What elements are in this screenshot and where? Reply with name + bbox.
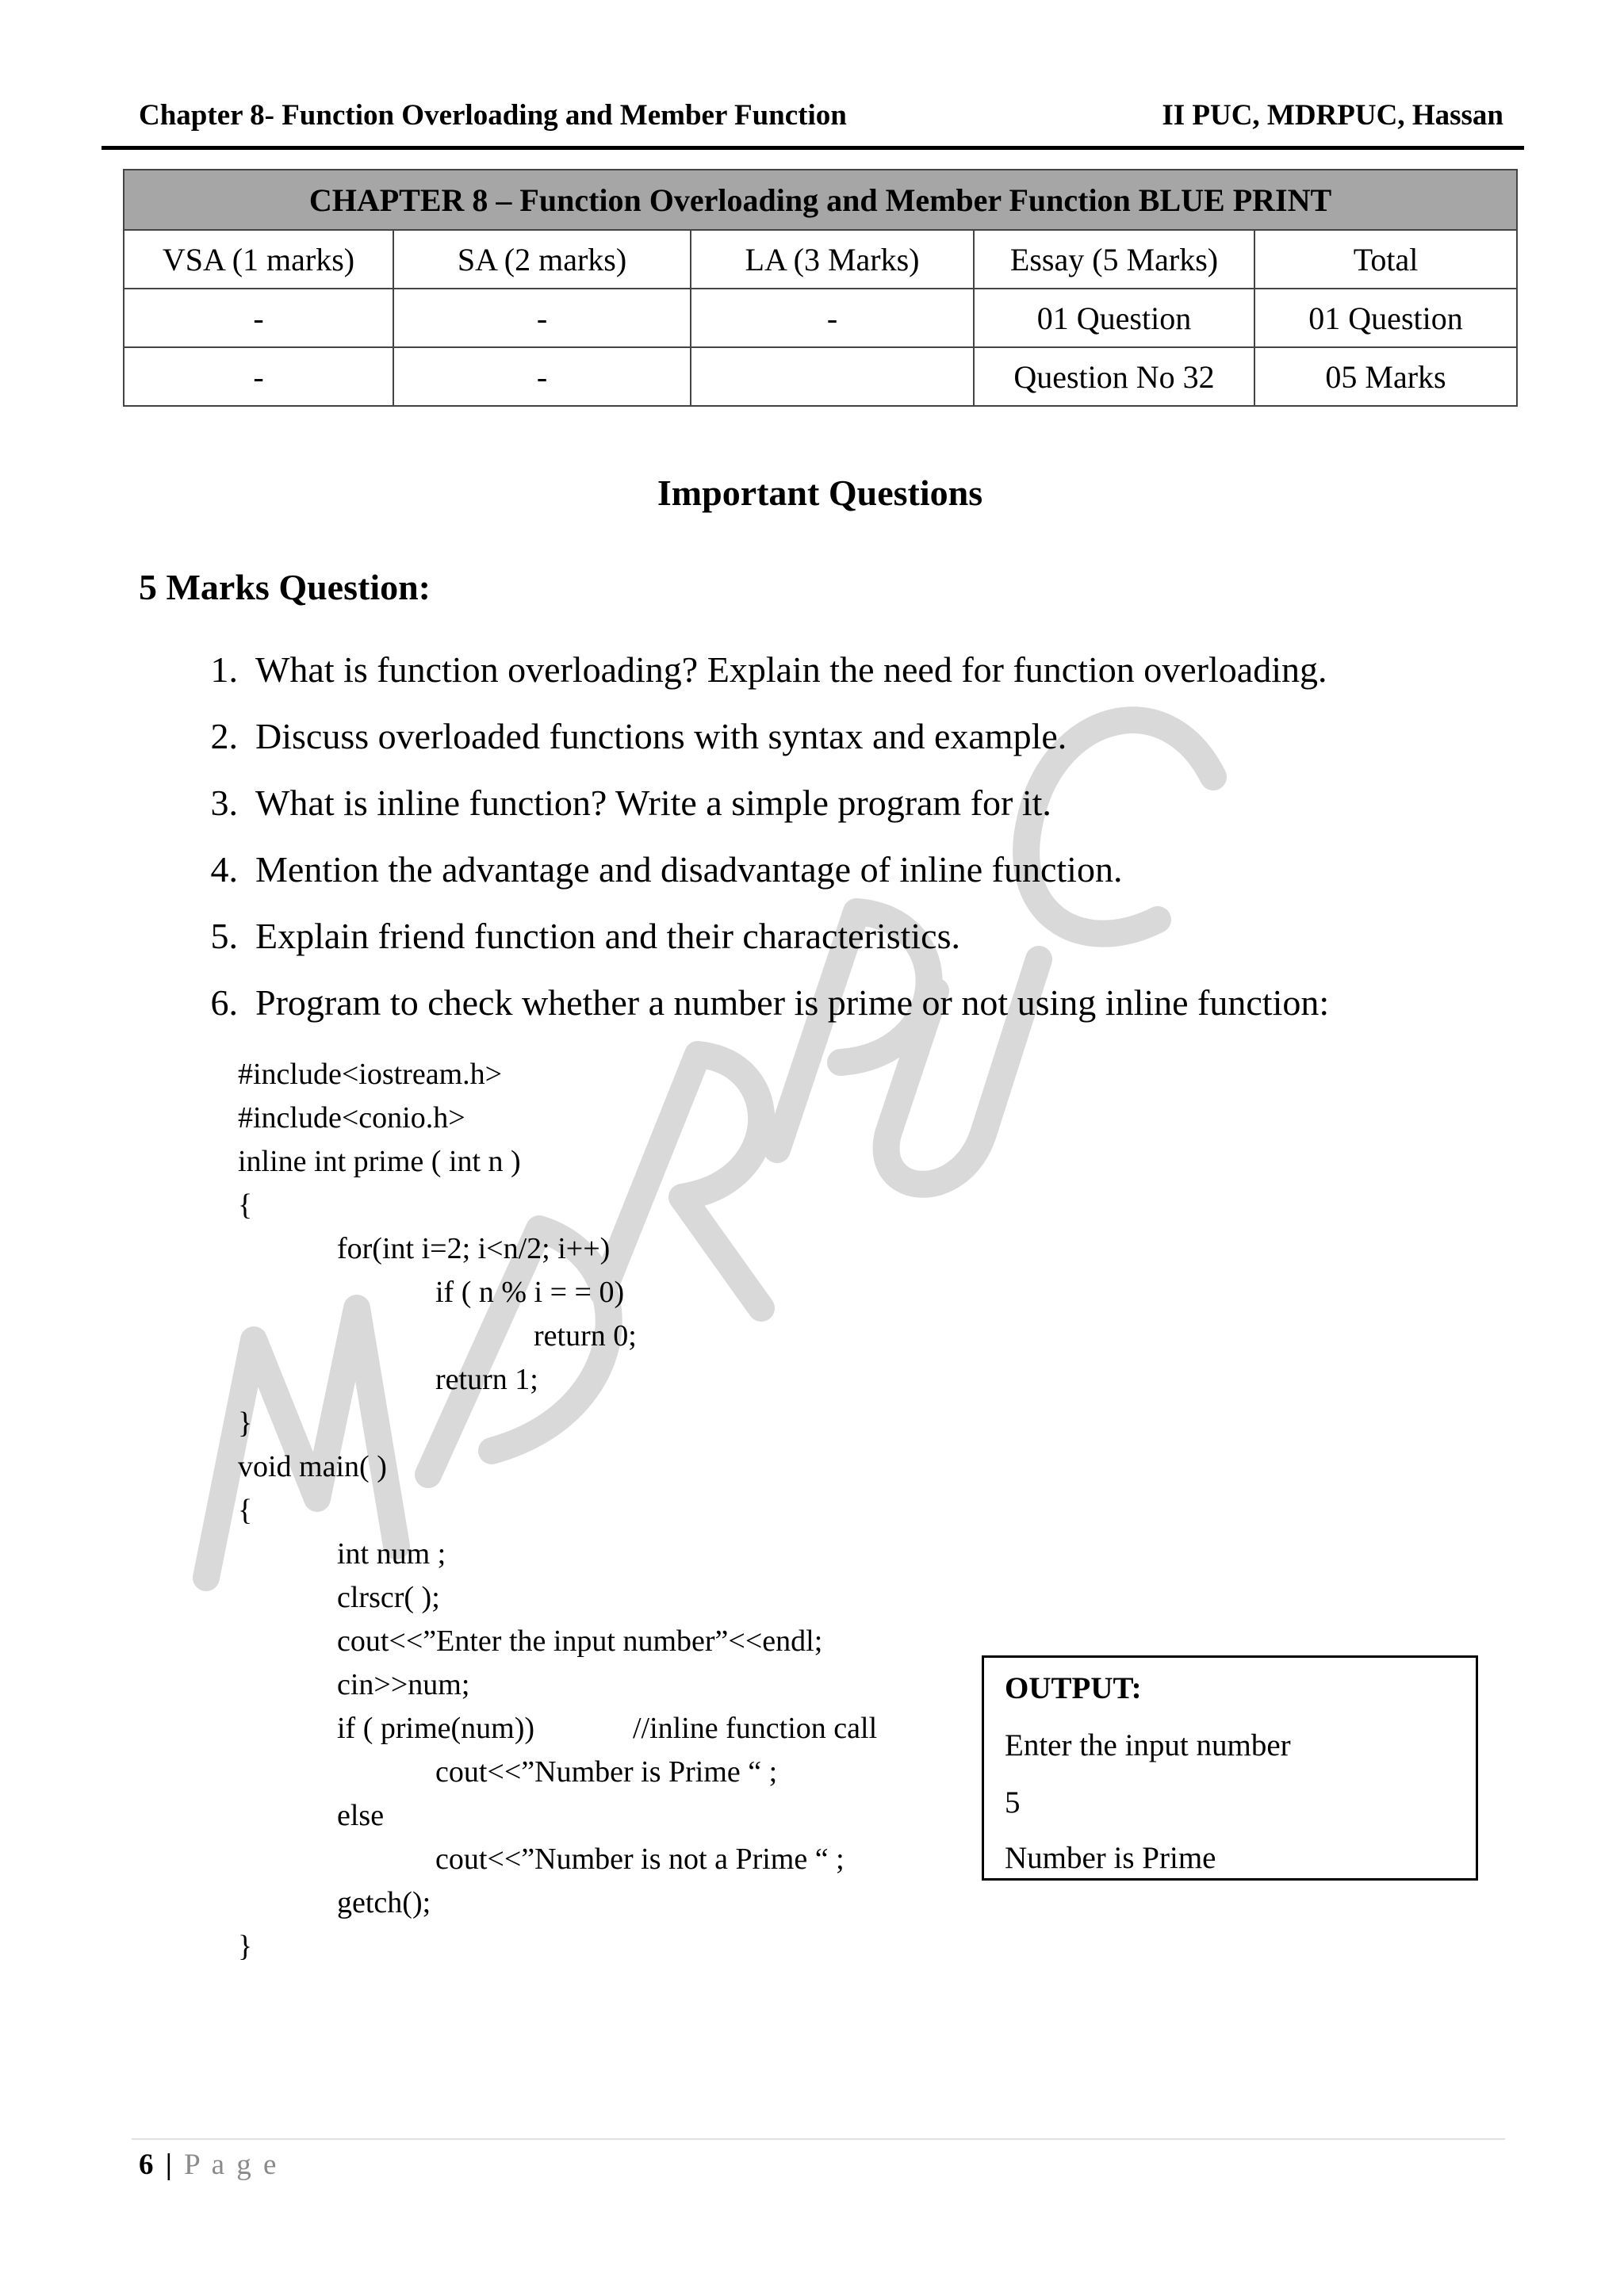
footer-divider: [132, 2138, 1505, 2140]
code-comment: //inline function call: [633, 1712, 878, 1745]
table-row: [124, 289, 1517, 347]
code-line: #include<conio.h>: [238, 1101, 465, 1135]
column-header: SA (2 marks): [393, 230, 691, 289]
table-cell: 01 Question: [1254, 289, 1517, 347]
output-line: Number is Prime: [1005, 1841, 1216, 1875]
table-cell: -: [124, 347, 393, 406]
code-line: return 1;: [435, 1363, 538, 1396]
code-line: cout<<”Number is Prime “ ;: [435, 1755, 778, 1789]
code-line: for(int i=2; i<n/2; i++): [337, 1232, 611, 1265]
header-institution: II PUC, MDRPUC, Hassan: [1162, 99, 1503, 132]
code-line: else: [337, 1799, 385, 1832]
blueprint-title: CHAPTER 8 – Function Overloading and Member Function BLUE PRINT: [124, 170, 1517, 230]
output-line: Enter the input number: [1005, 1728, 1291, 1762]
column-header: VSA (1 marks): [124, 230, 393, 289]
output-line: 5: [1005, 1785, 1021, 1820]
column-header: Total: [1254, 230, 1517, 289]
question-number: 4.: [210, 849, 238, 890]
table-cell: -: [691, 289, 974, 347]
page-footer: [139, 2148, 278, 2182]
code-line: {: [238, 1494, 253, 1527]
page-label: P a g e: [184, 2149, 279, 2181]
question-text: What is function overloading? Explain the need for function overloading.: [255, 649, 1327, 690]
question-text: Mention the advantage and disadvantage of inline function.: [255, 849, 1123, 890]
code-line: {: [238, 1188, 253, 1222]
code-line: if ( prime(num)): [337, 1712, 535, 1745]
question-number: 2.: [210, 716, 238, 756]
question-text: What is inline function? Write a simple program for it.: [255, 783, 1051, 823]
question-text: Program to check whether a number is prime or not using inline function:: [255, 982, 1330, 1023]
column-header: LA (3 Marks): [691, 230, 974, 289]
page-number: 6: [139, 2149, 156, 2181]
code-line: }: [238, 1406, 253, 1440]
code-line: inline int prime ( int n ): [238, 1145, 521, 1178]
list-item: [127, 782, 1329, 848]
list-item: [127, 982, 1329, 1048]
footer-separator: |: [165, 2149, 174, 2181]
table-cell: Question No 32: [974, 347, 1254, 406]
table-cell: -: [393, 289, 691, 347]
code-line: int num ;: [337, 1537, 446, 1571]
header-chapter-title: Chapter 8- Function Overloading and Member Function: [139, 99, 847, 132]
table-cell: -: [124, 289, 393, 347]
table-cell: [691, 347, 974, 406]
table-cell: 01 Question: [974, 289, 1254, 347]
code-line: if ( n % i = = 0): [435, 1276, 625, 1309]
question-text: Discuss overloaded functions with syntax and example.: [255, 716, 1067, 756]
important-questions-heading: Important Questions: [657, 473, 983, 513]
header-divider: [102, 146, 1524, 150]
blueprint-table: [123, 169, 1518, 407]
output-box: [982, 1655, 1478, 1881]
question-number: 6.: [210, 982, 238, 1023]
code-line: }: [238, 1930, 253, 1963]
code-line: cout<<”Enter the input number”<<endl;: [337, 1624, 823, 1658]
blueprint-header-row: [124, 230, 1517, 289]
output-title: OUTPUT:: [1005, 1671, 1142, 1705]
code-line: cin>>num;: [337, 1668, 470, 1701]
list-item: [127, 915, 1329, 982]
code-line: clrscr( );: [337, 1581, 440, 1614]
table-cell: -: [393, 347, 691, 406]
column-header: Essay (5 Marks): [974, 230, 1254, 289]
code-line: #include<iostream.h>: [238, 1058, 503, 1091]
code-line: getch();: [337, 1886, 431, 1919]
list-item: [127, 715, 1329, 782]
code-line: cout<<”Number is not a Prime “ ;: [435, 1843, 845, 1876]
list-item: [127, 848, 1329, 915]
question-number: 1.: [210, 649, 238, 690]
list-item: [127, 649, 1329, 715]
question-number: 5.: [210, 916, 238, 956]
code-line: return 0;: [534, 1319, 637, 1353]
table-row: [124, 347, 1517, 406]
five-marks-heading: 5 Marks Question:: [139, 567, 431, 607]
question-text: Explain friend function and their characteristics.: [255, 916, 960, 956]
table-cell: 05 Marks: [1254, 347, 1517, 406]
question-number: 3.: [210, 783, 238, 823]
code-line: void main( ): [238, 1450, 387, 1483]
question-list: [127, 649, 1329, 1048]
